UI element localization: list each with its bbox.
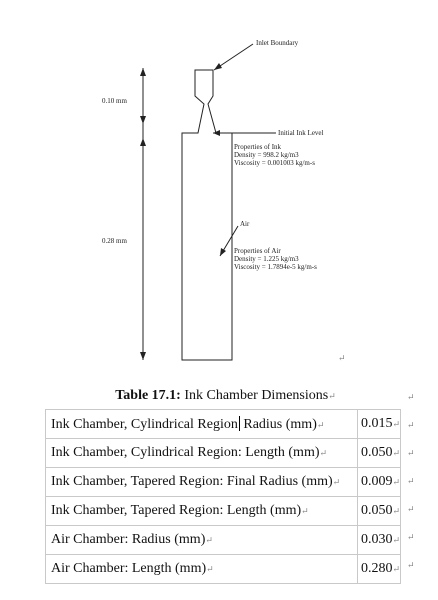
row-label-text: Air Chamber: Length (mm) [51,561,207,576]
row-value [357,468,400,497]
row-label-text-2: Radius (mm) [239,416,317,432]
cell-mark: ↵ [392,564,400,574]
cell-mark: ↵ [392,506,400,516]
air-density: Density = 1.225 kg/m3 [234,255,299,263]
dim-top-label: 0.10 mm [102,97,127,105]
row-value-text: 0.280 [360,561,393,576]
table-row [46,526,401,555]
caption-rest: Ink Chamber Dimensions [180,387,329,403]
row-value-text: 0.050 [360,503,393,518]
row-value-text: 0.009 [360,474,393,489]
row-value [357,497,400,526]
row-label-text: Ink Chamber, Cylindrical Region: Length (mm) [51,445,320,460]
row-value-text: 0.015 [360,416,393,431]
chamber-outline [182,70,232,360]
table-row [46,410,401,439]
table-row [46,439,401,468]
row-label [46,526,358,555]
row-label-text: Air Chamber: Radius (mm) [51,532,206,547]
table-caption [46,382,401,410]
row-end-mark: ↵ [407,560,415,570]
ink-density: Density = 998.2 kg/m3 [234,151,299,159]
ink-level-arrowhead [213,130,220,136]
air-arrowhead [220,248,226,256]
cell-mark: ↵ [316,419,325,430]
row-label [46,468,358,497]
row-value-text: 0.030 [360,532,393,547]
table-caption-row [46,382,401,410]
row-end-mark: ↵ [407,448,415,458]
row-label-text: Ink Chamber, Cylindrical Region [51,416,238,432]
dim-bottom-label: 0.28 mm [102,237,127,245]
ink-level-label: Initial Ink Level [278,129,324,137]
air-label: Air [240,220,250,228]
row-end-mark: ↵ [407,420,415,430]
cell-mark: ↵ [392,448,400,458]
table-row [46,555,401,584]
row-end-mark: ↵ [407,476,415,486]
row-value-text: 0.050 [360,445,393,460]
dim-arrow-mid-up [140,116,146,124]
row-label [46,439,358,468]
ink-viscosity: Viscosity = 0.001003 kg/m-s [234,159,315,167]
row-end-mark: ↵ [407,532,415,542]
row-label [46,410,358,439]
ink-props-title: Properties of Ink [234,143,282,151]
cell-mark: ↵ [332,477,341,487]
caption-mark: ↵ [328,390,336,401]
row-label-text: Ink Chamber, Tapered Region: Final Radius (mm) [51,474,333,489]
cell-mark: ↵ [392,477,400,487]
row-label-text: Ink Chamber, Tapered Region: Length (mm) [51,503,302,518]
row-value [357,410,400,439]
row-end-mark: ↵ [407,504,415,514]
cell-mark: ↵ [319,448,328,458]
caption-bold: Table 17.1: [115,387,181,403]
row-value [357,526,400,555]
row-end-mark: ↵ [407,392,415,402]
row-value [357,439,400,468]
cell-mark: ↵ [301,506,309,516]
cell-mark: ↵ [206,564,214,574]
air-props-title: Properties of Air [234,247,281,255]
cell-mark: ↵ [205,535,213,545]
dim-arrow-bottom [140,352,146,360]
row-label [46,555,358,584]
row-value [357,555,400,584]
dim-arrow-mid-down [140,138,146,146]
row-label [46,497,358,526]
table-row [46,497,401,526]
cell-mark: ↵ [392,535,400,545]
paragraph-mark: ↵ [338,353,346,363]
ink-chamber-dimensions-table [45,382,401,584]
cell-mark: ↵ [392,419,400,429]
air-viscosity: Viscosity = 1.7894e-5 kg/m-s [234,263,317,271]
inlet-arrowhead [214,63,222,70]
inlet-label: Inlet Boundary [256,39,299,47]
table-row [46,468,401,497]
dim-arrow-top [140,68,146,76]
